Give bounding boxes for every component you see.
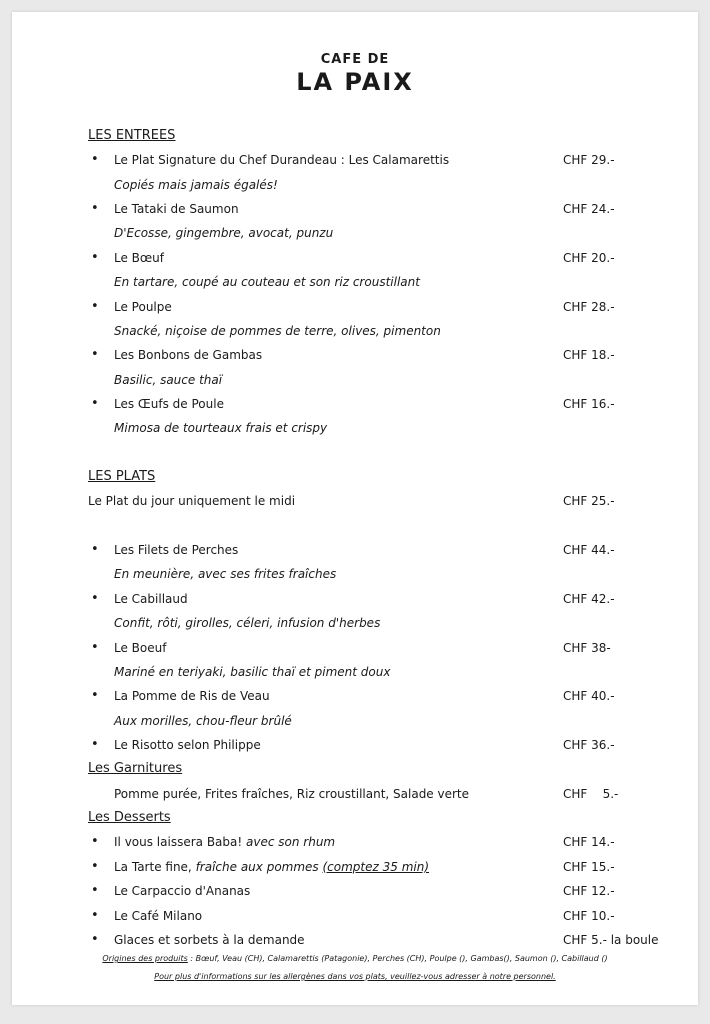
garnitures-text: Pomme purée, Frites fraîches, Riz croustillant, Salade verte bbox=[114, 786, 470, 801]
item-price: CHF 25.- bbox=[563, 494, 615, 509]
item-price: CHF 15.- bbox=[563, 859, 615, 874]
logo-line2: LA PAIX bbox=[296, 68, 414, 96]
item-description: Mimosa de tourteaux frais et crispy bbox=[114, 421, 328, 436]
item-description: D'Ecosse, gingembre, avocat, punzu bbox=[114, 226, 334, 241]
section-title-plats: LES PLATS bbox=[88, 469, 156, 485]
menu-item bbox=[88, 879, 668, 903]
menu-item bbox=[88, 904, 668, 928]
item-description: Aux morilles, chou-fleur brûlé bbox=[114, 713, 292, 728]
plat-du-jour bbox=[88, 489, 668, 513]
item-description: Copiés mais jamais égalés! bbox=[114, 177, 278, 192]
allergens-note: Pour plus d'informations sur les allergènes dans vos plats, veuillez-vous adresser à notre personnel. bbox=[154, 972, 556, 981]
item-name: Il vous laissera Baba! bbox=[114, 835, 243, 850]
menu-item bbox=[88, 343, 668, 367]
logo-line1: CAFE DE bbox=[320, 52, 390, 67]
item-price: CHF 12.- bbox=[563, 884, 615, 899]
item-price: CHF 24.- bbox=[563, 202, 615, 217]
item-description: En tartare, coupé au couteau et son riz croustillant bbox=[114, 275, 420, 290]
item-name: Les Œufs de Poule bbox=[114, 396, 224, 411]
origins-text: : Bœuf, Veau (CH), Calamarettis (Patagonie), Perches (CH), Poulpe (), Gambas(), Saumon (), Cabillaud () bbox=[187, 954, 608, 963]
menu-item bbox=[88, 148, 668, 172]
item-price: CHF 29.- bbox=[563, 153, 615, 168]
item-price: CHF 20.- bbox=[563, 250, 615, 265]
item-name: Le Café Milano bbox=[114, 908, 203, 923]
menu-item bbox=[88, 197, 668, 221]
menu-item bbox=[88, 538, 668, 562]
item-name: Glaces et sorbets à la demande bbox=[114, 932, 305, 947]
item-price: CHF 18.- bbox=[563, 348, 615, 363]
item-price: CHF 14.- bbox=[563, 835, 615, 850]
menu-item bbox=[88, 295, 668, 319]
item-note: (comptez 35 min) bbox=[322, 859, 430, 874]
item-price: CHF 42.- bbox=[563, 591, 615, 606]
item-price: CHF 40.- bbox=[563, 689, 615, 704]
origins-label: Origines des produits bbox=[102, 954, 188, 963]
menu-item bbox=[88, 246, 668, 270]
item-price: CHF 44.- bbox=[563, 543, 615, 558]
item-price: CHF 28.- bbox=[563, 299, 615, 314]
item-extra: avec son rhum bbox=[246, 835, 336, 850]
menu-item bbox=[88, 392, 668, 416]
item-name: Le Plat Signature du Chef Durandeau : Les Calamarettis bbox=[114, 153, 450, 168]
item-description: Mariné en teriyaki, basilic thaï et piment doux bbox=[114, 664, 391, 679]
menu-item bbox=[88, 830, 668, 854]
section-title-desserts: Les Desserts bbox=[88, 810, 171, 826]
menu-item bbox=[88, 928, 668, 952]
menu-item bbox=[88, 855, 668, 879]
garnitures-line bbox=[88, 782, 668, 806]
origins-note bbox=[0, 954, 710, 963]
menu-item bbox=[88, 636, 668, 660]
item-price: CHF 36.- bbox=[563, 737, 615, 752]
item-price: CHF 16.- bbox=[563, 396, 615, 411]
item-price: CHF 38- bbox=[563, 640, 611, 655]
menu-item bbox=[88, 587, 668, 611]
item-name: Les Bonbons de Gambas bbox=[114, 348, 263, 363]
section-title-entrees: LES ENTREES bbox=[88, 128, 176, 143]
item-name: Le Risotto selon Philippe bbox=[114, 737, 261, 752]
item-name: Le Carpaccio d'Ananas bbox=[114, 884, 251, 899]
item-price: CHF 5.- bbox=[563, 786, 619, 801]
item-name: Les Filets de Perches bbox=[114, 543, 239, 558]
item-description: Confit, rôti, girolles, céleri, infusion d'herbes bbox=[114, 616, 381, 631]
item-name: La Pomme de Ris de Veau bbox=[114, 689, 270, 704]
item-name: Le Tataki de Saumon bbox=[114, 202, 239, 217]
menu-item bbox=[88, 684, 668, 708]
logo bbox=[12, 52, 698, 96]
item-name: Le Bœuf bbox=[114, 250, 165, 265]
item-name: Le Boeuf bbox=[114, 640, 167, 655]
section-title-garnitures: Les Garnitures bbox=[88, 761, 183, 777]
item-name: La Tarte fine, bbox=[114, 859, 192, 874]
item-name: Le Cabillaud bbox=[114, 591, 188, 606]
item-extra: fraîche aux pommes bbox=[195, 859, 319, 874]
item-name: Le Poulpe bbox=[114, 299, 172, 314]
item-description: Basilic, sauce thaï bbox=[114, 372, 223, 387]
menu-item bbox=[88, 733, 668, 757]
menu-content bbox=[88, 124, 668, 952]
item-price: CHF 10.- bbox=[563, 908, 615, 923]
item-price: CHF 5.- la boule bbox=[563, 932, 659, 947]
item-name: Le Plat du jour uniquement le midi bbox=[88, 494, 296, 509]
item-description: Snacké, niçoise de pommes de terre, olives, pimenton bbox=[114, 323, 441, 338]
item-description: En meunière, avec ses frites fraîches bbox=[114, 567, 337, 582]
